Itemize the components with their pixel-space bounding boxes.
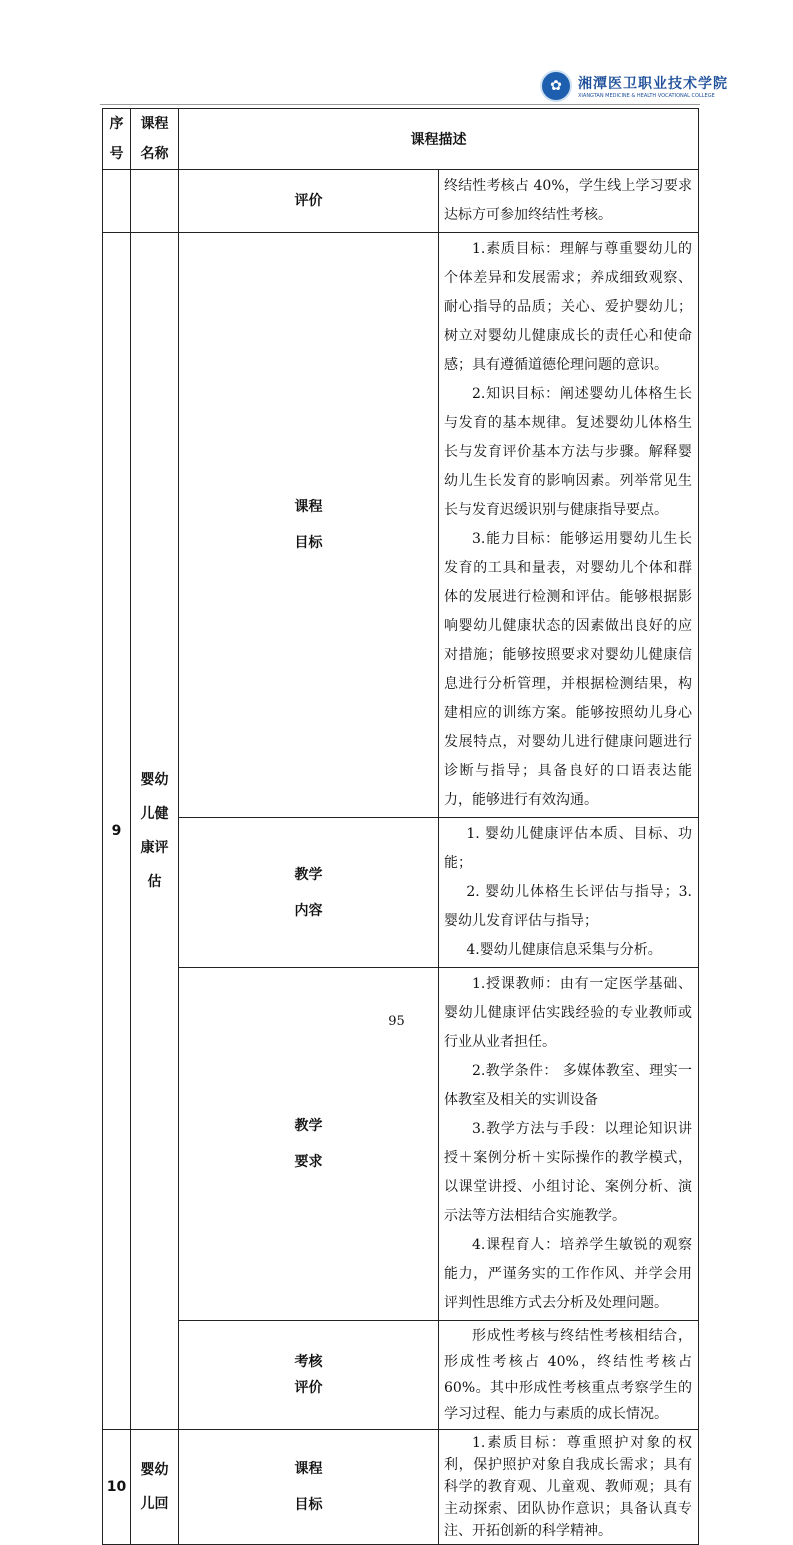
course-name [131, 233, 179, 1430]
paragraph: 3.教学方法与手段：以理论知识讲授＋案例分析＋实际操作的教学模式，以课堂讲授、小组讨论、案例分析、演示法等方法相结合实施教学。 [444, 1121, 692, 1224]
label-line: 课程 [294, 499, 323, 515]
row-content [439, 233, 699, 818]
label-line: 目标 [294, 535, 323, 551]
paragraph: 1.素质目标：理解与尊重婴幼儿的个体差异和发展需求；养成细致观察、耐心指导的品质；关心、爱护婴幼儿；树立对婴幼儿健康成长的责任心和使命感；具有遵循道德伦理问题的意识。 [444, 241, 692, 373]
cell-empty [103, 170, 131, 233]
college-seal-icon: ✿ [540, 70, 572, 102]
paragraph: 终结性考核占 40%，学生线上学习要求达标方可参加终结性考核。 [444, 178, 692, 223]
header-desc: 课程描述 [179, 109, 699, 170]
label-line: 要求 [294, 1154, 323, 1170]
label-line: 教学 [294, 1118, 323, 1134]
paragraph: 1.素质目标：尊重照护对象的权利，保护照护对象自我成长需求；具有科学的教育观、儿童观、教师观；具有主动探索、团队协作意识；具备认真专注、开拓创新的科学精神。 [444, 1435, 692, 1539]
label-line: 评价 [294, 1380, 323, 1396]
row-label [179, 818, 439, 968]
paragraph: 2.教学条件： 多媒体教室、理实一体教室及相关的实训设备 [444, 1063, 692, 1108]
header-no [103, 109, 131, 170]
table-row [103, 170, 699, 233]
row-label: 评价 [179, 170, 439, 233]
paragraph: 2.知识目标：阐述婴幼儿体格生长与发育的基本规律。复述婴幼儿体格生长与发育评价基本方法与步骤。解释婴幼儿生长发育的影响因素。列举常见生长与发育迟缓识别与健康指导要点。 [444, 386, 692, 518]
course-name-line: 儿健 [140, 806, 169, 822]
paragraph: 形成性考核与终结性考核相结合，形成性考核占 40%，终结性考核占 60%。其中形成性考核重点考察学生的学习过程、能力与素质的成长情况。 [444, 1328, 692, 1422]
header-text: 名称 [140, 146, 169, 162]
table-row [103, 818, 699, 968]
label-line: 课程 [294, 1461, 323, 1477]
label-line: 教学 [294, 866, 323, 883]
table-row [103, 233, 699, 818]
paragraph: 1. 婴幼儿健康评估本质、目标、功能； [444, 826, 692, 871]
college-name: 湘潭医卫职业技术学院 [578, 76, 728, 92]
college-logo [540, 70, 728, 102]
row-content [439, 818, 699, 968]
course-name-line: 婴幼 [140, 1462, 169, 1478]
label-line: 考核 [294, 1354, 323, 1370]
course-name-line: 估 [147, 874, 162, 890]
header-divider [100, 104, 700, 105]
table-row [103, 1321, 699, 1430]
row-content [439, 170, 699, 233]
course-name-line: 康评 [140, 840, 169, 856]
header-text: 课程 [140, 116, 169, 132]
row-label [179, 233, 439, 818]
row-label [179, 1430, 439, 1545]
header-text: 号 [109, 146, 124, 162]
course-name [131, 1430, 179, 1545]
table-header-row [103, 109, 699, 170]
label-line: 内容 [294, 902, 323, 919]
cell-empty [131, 170, 179, 233]
row-label [179, 1321, 439, 1430]
page-number: 95 [388, 1014, 405, 1029]
row-content [439, 1321, 699, 1430]
college-name-en: XIANGTAN MEDICINE & HEALTH VOCATIONAL COLLEGE [578, 93, 715, 99]
course-no: 9 [103, 233, 131, 1430]
paragraph: 2. 婴幼儿体格生长评估与指导；3.婴幼儿发育评估与指导； [444, 884, 692, 929]
course-name-line: 儿回 [140, 1496, 169, 1512]
paragraph: 4.课程育人：培养学生敏锐的观察能力，严谨务实的工作作风、并学会用评判性思维方式去分析及处理问题。 [444, 1237, 692, 1311]
course-name-line: 婴幼 [140, 772, 169, 788]
paragraph: 4.婴幼儿健康信息采集与分析。 [466, 942, 662, 958]
paragraph: 1.授课教师：由有一定医学基础、婴幼儿健康评估实践经验的专业教师或行业从业者担任。 [444, 976, 692, 1050]
row-content [439, 1430, 699, 1545]
course-table [102, 108, 699, 1545]
table-row [103, 1430, 699, 1545]
paragraph: 3.能力目标：能够运用婴幼儿生长发育的工具和量表，对婴幼儿个体和群体的发展进行检测和评估。能够根据影响婴幼儿健康状态的因素做出良好的应对措施；能够按照要求对婴幼儿健康信息进行分析管理，并根据检测结果，构建相应的训练方案。能够按照幼儿身心发展特点，对婴幼儿进行健康问题进行诊断与指导；具备良好的口语表达能力，能够进行有效沟通。 [444, 531, 692, 808]
label-line: 目标 [294, 1497, 323, 1513]
course-no: 10 [103, 1430, 131, 1545]
header-text: 序 [109, 116, 124, 132]
header-name [131, 109, 179, 170]
